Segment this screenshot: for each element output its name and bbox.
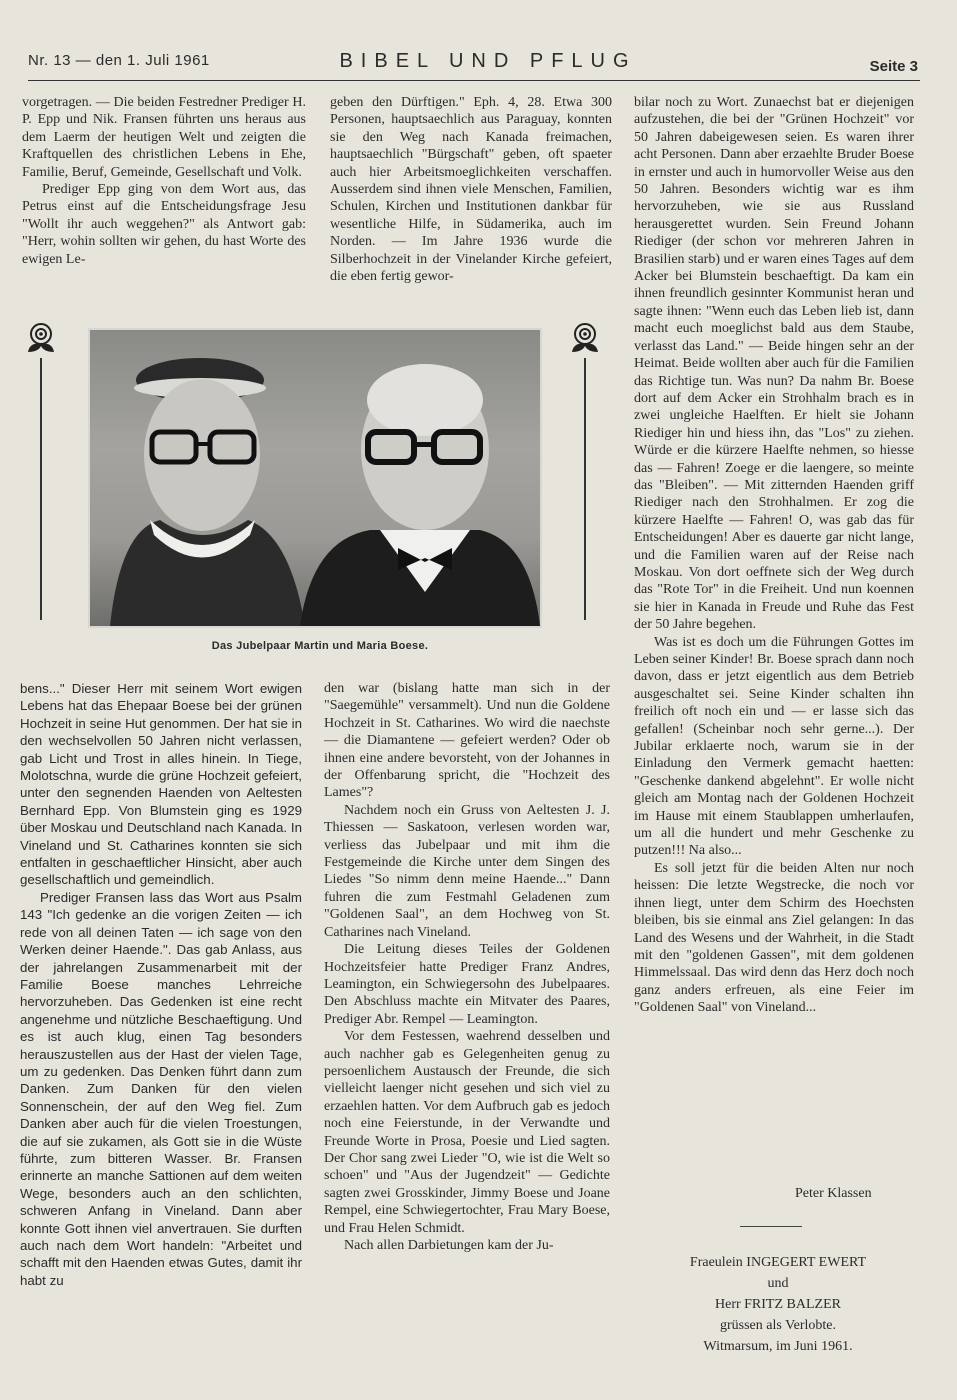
- paragraph: Nachdem noch ein Gruss von Aeltesten J. J. Thiessen — Saskatoon, verlesen worden war, verliess das Jubelpaar und mit ihm die Festgemeinde die Kirche unter dem Singen des Liedes "So nimm denn meine Haende..." Dann fuhren die zum Festmahl Geladenen zum "Goldenen Saal", an dem Hochweg von St. Catharines nach Vineland.: [324, 802, 610, 940]
- photo-frame: [88, 328, 542, 628]
- column-1-top: [22, 94, 306, 268]
- engagement-announcement: [628, 1252, 928, 1357]
- announcement-line: und: [767, 1276, 789, 1291]
- newspaper-title: BIBEL UND PFLUG: [339, 50, 637, 72]
- masthead-rule: [28, 80, 920, 81]
- paragraph: Vor dem Festessen, waehrend desselben und auch nachher gab es Gelegenheiten genug zu persoenlichem Austausch der Freunde, die sich vielleicht laenger nicht gesehen und sich viel zu erzaehlen hatten. Vor dem Aufbruch gab es jedoch noch eine Feierstunde, in der Verwandte und Freunde Worte in Prosa, Poesie und Lied sagten. Der Chor sang zwei Lieder "O, wie ist die Welt so schoen" und "Aus der Jugendzeit" — Gedichte sagten zwei Grosskinder, Jimmy Boese und Joane Rempel, eine Schwiegertochter, Frau Mary Boese, und Frau Helen Schmidt.: [324, 1029, 610, 1236]
- rose-ornament-left: [24, 322, 58, 622]
- rose-icon: [568, 322, 602, 360]
- author-signature: Peter Klassen: [795, 1186, 872, 1201]
- paragraph: Was ist es doch um die Führungen Gottes im Leben seiner Kinder! Br. Boese sprach dann noch davon, dass er jetzt eigentlich aus dem Betrieb ausgeschaltet sei. Seine Kinder schalten ihn freilich oft noch ein und — er lasse sich das gefallen! (Scheinbar noch sehr gerne...). Der Jubilar erklaerte noch, warum sie in der Einladung den Vermerk gemacht haetten: "Geschenke dankend abgelehnt". Er wolle nicht gleich am Montag nach der Goldenen Hochzeit im Hause mit einem Staublappen umherlaufen, um all die hundert und mehr Geschenke zu putzen!!! Na also...: [634, 634, 914, 859]
- issue-number: Nr. 13 — den 1. Juli 1961: [28, 52, 210, 69]
- paragraph: Prediger Epp ging von dem Wort aus, das Petrus einst auf die Entscheidungsfrage Jesu "Wollt ihr auch weggehen?" als Antwort gab: "Herr, wohin sollten wir gehen, du hast Worte des ewigen Le-: [22, 182, 306, 267]
- paragraph: Prediger Fransen lass das Wort aus Psalm 143 "Ich gedenke an die vorigen Zeiten — ich rede von all deinen Taten — ich sage von den Werken deiner Haende.". Das gab Anlass, aus der jahrelangen Zusammenarbeit mit der Familie Boese manches Lehrreiche hervorzuheben. Das Gedenken ist eine recht angenehme und nützliche Beschaeftigung. Und es ist auch klug, einen Tag besonders herauszustellen aus der Hast der vielen Tage, um zu gedenken. Das Denken führt dann zum Danken. Zum Danken für den vielen Sonnenschein, der auf den Weg fiel. Zum Danken aber auch für die vielen Troestungen, die auf sie zukamen, als Gott sie in die Wüste führte, zum bitteren Wasser. Br. Fransen erinnerte an manche Sattionen auf dem weiten Wege, besonders auch an den schlichten, schweren Anfang in Vineland. Dann aber konnte Gott ihnen viel anvertrauen. Sie durften auch nach dem Wort handeln: "Arbeitet und schafft mit den Haenden etwas Gutes, damit ihr habt zu: [20, 889, 302, 1288]
- column-2-bottom: [324, 680, 610, 1254]
- section-divider: [740, 1226, 802, 1227]
- paragraph: Die Leitung dieses Teiles der Goldenen Hochzeitsfeier hatte Prediger Franz Andres, Leamington, ein Schwiegersohn des Jubelpaares. Den Abschluss machte ein Mitvater des Paares, Prediger Abr. Rempel — Leamington.: [324, 942, 610, 1027]
- paragraph: Nach allen Darbietungen kam der Ju-: [344, 1238, 554, 1253]
- paragraph: geben den Dürftigen." Eph. 4, 28. Etwa 300 Personen, hauptsaechlich aus Paraguay, konnten sie den Weg nach Kanada freimachen, hauptsaechlich "Bürgschaft" geben, oft spaeter auch hier Arbeitsmoeglichkeiten verschaffen. Ausserdem sind ihnen viele Menschen, Familien, Schulen, Kirchen und Institutionen dankbar für wesentliche Hilfe, in Südamerika, auch im Norden. — Im Jahre 1936 wurde die Silberhochzeit in der Vinelander Kirche gefeiert, die eben fertig gewor-: [330, 95, 612, 285]
- rose-icon: [24, 322, 58, 360]
- photo-caption: Das Jubelpaar Martin und Maria Boese.: [211, 640, 429, 652]
- announcement-line: grüssen als Verlobte.: [720, 1318, 836, 1333]
- column-2-top: [330, 94, 612, 285]
- page-number: Seite 3: [869, 58, 918, 75]
- paragraph: Es soll jetzt für die beiden Alten nur noch heissen: Die letzte Wegstrecke, die noch vor ihnen liegt, unter dem Schirm des Hoechsten bleiben, bis sie einmal ans Ziel gelangen: In das Land des Wesens und der Wahrheit, in die Stadt mit den "goldenen Gassen", mit dem goldenen Himmelssaal. Das wird denn das Herz doch noch ganz anders erfreuen, als eine Feier im "Goldenen Saal" von Vineland...: [634, 860, 914, 1016]
- announcement-line: Fraeulein INGEGERT EWERT: [689, 1255, 867, 1270]
- paragraph: den war (bislang hatte man sich in der "Saegemühle" versammelt). Und nun die Goldene Hochzeit in St. Catharines. Wo wird die naechste — die Diamantene — gefeiert werden? Oder ob ihnen eine andere bevorsteht, von der Johannes in der Offenbarung spricht, die "Hochzeit des Lames"?: [324, 681, 610, 801]
- column-3: [634, 94, 914, 1017]
- masthead: [28, 52, 918, 80]
- rose-ornament-right: [568, 322, 602, 622]
- paragraph: bilar noch zu Wort. Zunaechst bat er diejenigen aufzustehen, die bei der "Grünen Hochzeit" vor 50 Jahren dabeigewesen seien. Es waren ihrer acht Personen. Dann aber erzaehlte Bruder Boese in ernster und auch in humorvoller Weise aus den 50 Jahren. Besonders wichtig war es ihm hervorzuheben, wie sie aus Russland herausgerettet wurden. Sein Freund Johann Riediger (der schon vor mehreren Jahren in Brasilien starb) und er waren eines Tages auf dem Acker bei Blumstein beschaeftigt. Da kam ein ihnen freundlich gesinnter Kommunist heran und sagte ihnen: "Wenn euch das Leben lieb ist, dann macht euch moeglichst bald aus dem Staube, verlasst das Land." — Beide hingen sehr an der Heimat. Beide wollten aber auch für die Familien das Richtige tun. Was nun? Da nahm Br. Boese dort auf dem Acker ein Strohhalm brach es in zwei ungleiche Haelften. Er hielt sie Johann Riediger hin und hiess ihn, das "Los" zu ziehen. Würde er die kürzere Haelfte nehmen, so hiesse das — Fahren! Zoege er die laengere, so meinte das "Bleiben". — Mit zitternden Haenden griff Riediger nach den Strohhalmen. Er zog die kürzere Haelfte — Fahren! O, was gab das für Entscheidungen! Aber es dauerte gar nicht lange, und die Familien waren auf der Reise nach Moskau. Von dort oeffnete sich der Weg durch das "Rote Tor" in die Freiheit. Und nun koennen sie hier in Kanada in Freude und Ruhe das Fest der 50 Jahre begehen.: [634, 95, 914, 633]
- paragraph: bens..." Dieser Herr mit seinem Wort ewigen Lebens hat das Ehepaar Boese bei der grünen Hochzeit in seine Hut genommen. Der hat sie in den wechselvollen 50 Jahren nicht verlassen, gab Licht und Trost in alles hinein. In Tiege, Molotschna, wurde die grüne Hochzeit gefeiert, unter den segnenden Haenden von Aeltesten Bernhard Epp. Von Blumstein ging es 1929 über Moskau und Deutschland nach Kanada. In Vineland und St. Catharines konnten sie sich entfalten in geschaeftlicher Hinsicht, aber auch gesellschaftlich und gemeindlich.: [20, 681, 302, 888]
- announcement-line: Herr FRITZ BALZER: [715, 1297, 841, 1312]
- couple-photo: [90, 330, 540, 626]
- announcement-line: Witmarsum, im Juni 1961.: [703, 1339, 853, 1354]
- paragraph: vorgetragen. — Die beiden Festredner Prediger H. P. Epp und Nik. Fransen führten uns heraus aus dem Laerm der heutigen Welt und zeigten die Kraftquellen des christlichen Lebens in Ehe, Familie, Beruf, Gemeinde, Gesellschaft und Volk.: [22, 95, 306, 180]
- couple-portrait-image: [90, 330, 540, 626]
- column-1-bottom: [20, 680, 302, 1289]
